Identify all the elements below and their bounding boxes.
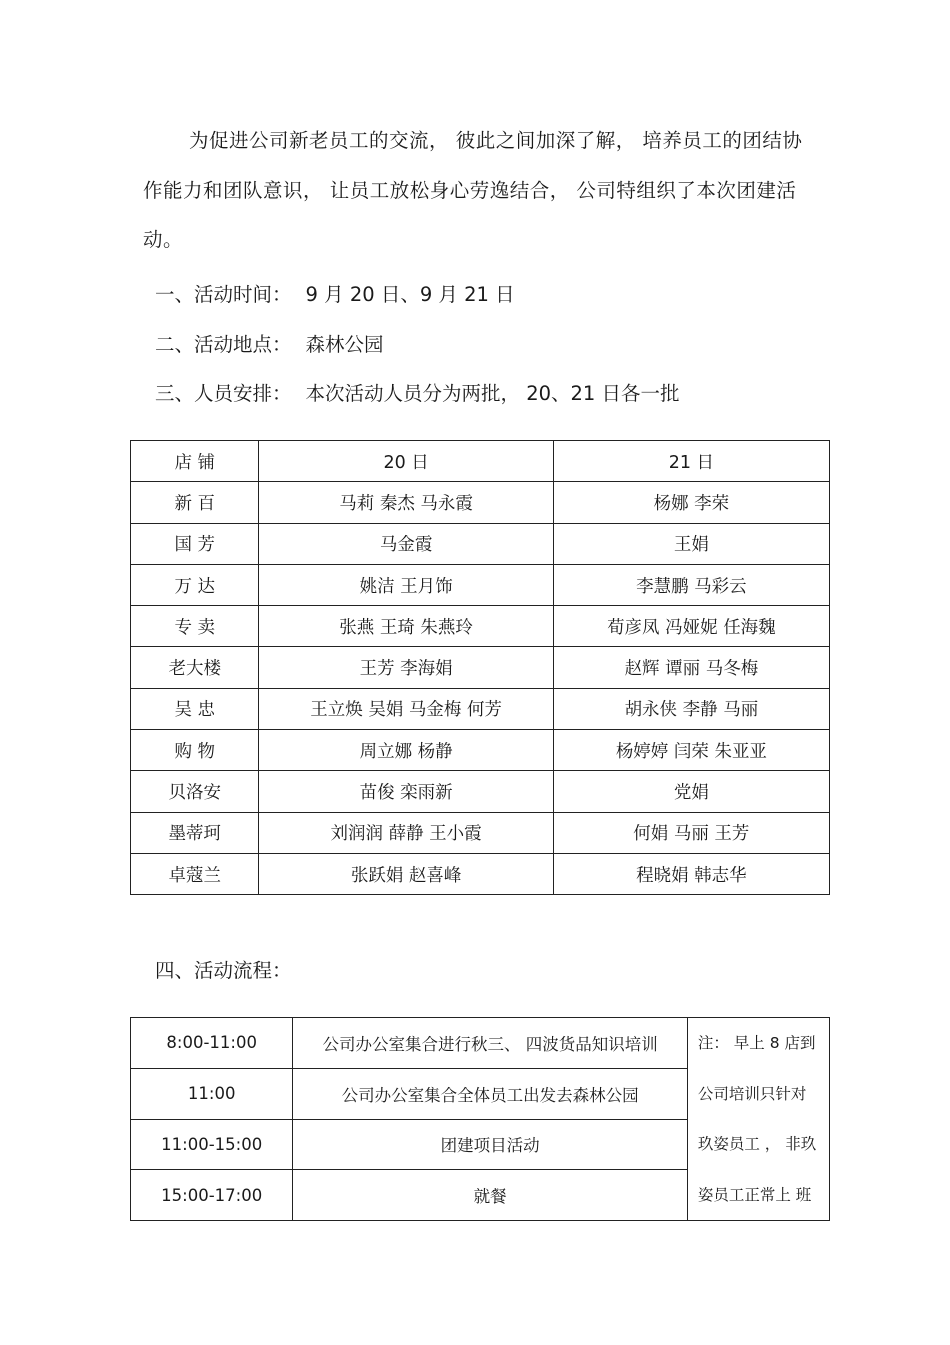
day21-cell: 赵辉 谭丽 马冬梅 xyxy=(553,647,829,688)
day21-cell: 荀彦凤 冯娅妮 任海魏 xyxy=(553,606,829,647)
day21-cell: 王娟 xyxy=(553,523,829,564)
table-row xyxy=(131,771,830,812)
day20-cell: 马金霞 xyxy=(259,523,553,564)
day21-cell: 胡永侠 李静 马丽 xyxy=(553,688,829,729)
flow-activity-cell: 公司办公室集合进行秋三、 四波货品知识培训 xyxy=(293,1018,687,1069)
day21-cell: 何娟 马丽 王芳 xyxy=(553,812,829,853)
section-time-label: 一、活动时间： xyxy=(155,283,292,306)
store-cell: 老大楼 xyxy=(131,647,259,688)
store-cell: 卓蔻兰 xyxy=(131,853,259,894)
store-cell: 万 达 xyxy=(131,564,259,605)
day21-cell: 程晓娟 韩志华 xyxy=(553,853,829,894)
table-row xyxy=(131,482,830,523)
store-cell: 新 百 xyxy=(131,482,259,523)
flow-note: 注： 早上 8 店到公司培训只针对玖姿员工 ， 非玖姿员工正常上 班 xyxy=(697,1034,817,1204)
header-day20: 20 日 xyxy=(259,441,553,482)
flow-activity-cell: 就餐 xyxy=(293,1170,687,1221)
day21-cell: 李慧鹏 马彩云 xyxy=(553,564,829,605)
day20-cell: 苗俊 栾雨新 xyxy=(259,771,553,812)
day20-cell: 王芳 李海娟 xyxy=(259,647,553,688)
staff-table xyxy=(130,440,830,895)
store-cell: 贝洛安 xyxy=(131,771,259,812)
section-staff-value: 本次活动人员分为两批， 20、21 日各一批 xyxy=(305,382,680,405)
day20-cell: 王立焕 吴娟 马金梅 何芳 xyxy=(259,688,553,729)
intro-text: 为促进公司新老员工的交流， 彼此之间加深了解， 培养员工的团结协作能力和团队意识， 让员工放松身心劳逸结合， 公司特组织了本次团建活动。 xyxy=(143,129,803,251)
flow-time-cell: 11:00 xyxy=(131,1068,293,1119)
store-cell: 墨蒂珂 xyxy=(131,812,259,853)
section-place-value: 森林公园 xyxy=(305,333,384,356)
table-row xyxy=(131,523,830,564)
flow-time-cell: 15:00-17:00 xyxy=(131,1170,293,1221)
section-place-label: 二、活动地点： xyxy=(155,333,292,356)
header-store: 店 铺 xyxy=(131,441,259,482)
intro-paragraph xyxy=(143,116,803,265)
table-row xyxy=(131,1018,830,1069)
day21-cell: 党娟 xyxy=(553,771,829,812)
day20-cell: 周立娜 杨静 xyxy=(259,730,553,771)
staff-table-header xyxy=(131,441,830,482)
table-row xyxy=(131,647,830,688)
day20-cell: 张燕 王琦 朱燕玲 xyxy=(259,606,553,647)
store-cell: 专 卖 xyxy=(131,606,259,647)
day20-cell: 张跃娟 赵喜峰 xyxy=(259,853,553,894)
day20-cell: 马莉 秦杰 马永霞 xyxy=(259,482,553,523)
day21-cell: 杨婷婷 闫荣 朱亚亚 xyxy=(553,730,829,771)
table-row xyxy=(131,853,830,894)
section-flow-label: 四、活动流程： xyxy=(155,959,292,982)
flow-activity-cell: 团建项目活动 xyxy=(293,1119,687,1170)
store-cell: 国 芳 xyxy=(131,523,259,564)
section-flow xyxy=(155,955,292,983)
flow-time-cell: 11:00-15:00 xyxy=(131,1119,293,1170)
day20-cell: 刘润润 薛静 王小霞 xyxy=(259,812,553,853)
header-day21: 21 日 xyxy=(553,441,829,482)
table-row xyxy=(131,564,830,605)
section-time-value: 9 月 20 日、9 月 21 日 xyxy=(305,283,515,306)
store-cell: 吴 忠 xyxy=(131,688,259,729)
flow-table xyxy=(130,1017,830,1221)
day20-cell: 姚洁 王月饰 xyxy=(259,564,553,605)
table-row xyxy=(131,606,830,647)
store-cell: 购 物 xyxy=(131,730,259,771)
flow-time-cell: 8:00-11:00 xyxy=(131,1018,293,1069)
table-row xyxy=(131,730,830,771)
day21-cell: 杨娜 李荣 xyxy=(553,482,829,523)
table-row xyxy=(131,688,830,729)
table-row xyxy=(131,812,830,853)
section-staff-label: 三、人员安排： xyxy=(155,382,292,405)
section-staff xyxy=(155,378,680,406)
section-time xyxy=(155,279,515,307)
section-place xyxy=(155,329,384,357)
flow-activity-cell: 公司办公室集合全体员工出发去森林公园 xyxy=(293,1068,687,1119)
flow-note-cell xyxy=(687,1018,829,1221)
